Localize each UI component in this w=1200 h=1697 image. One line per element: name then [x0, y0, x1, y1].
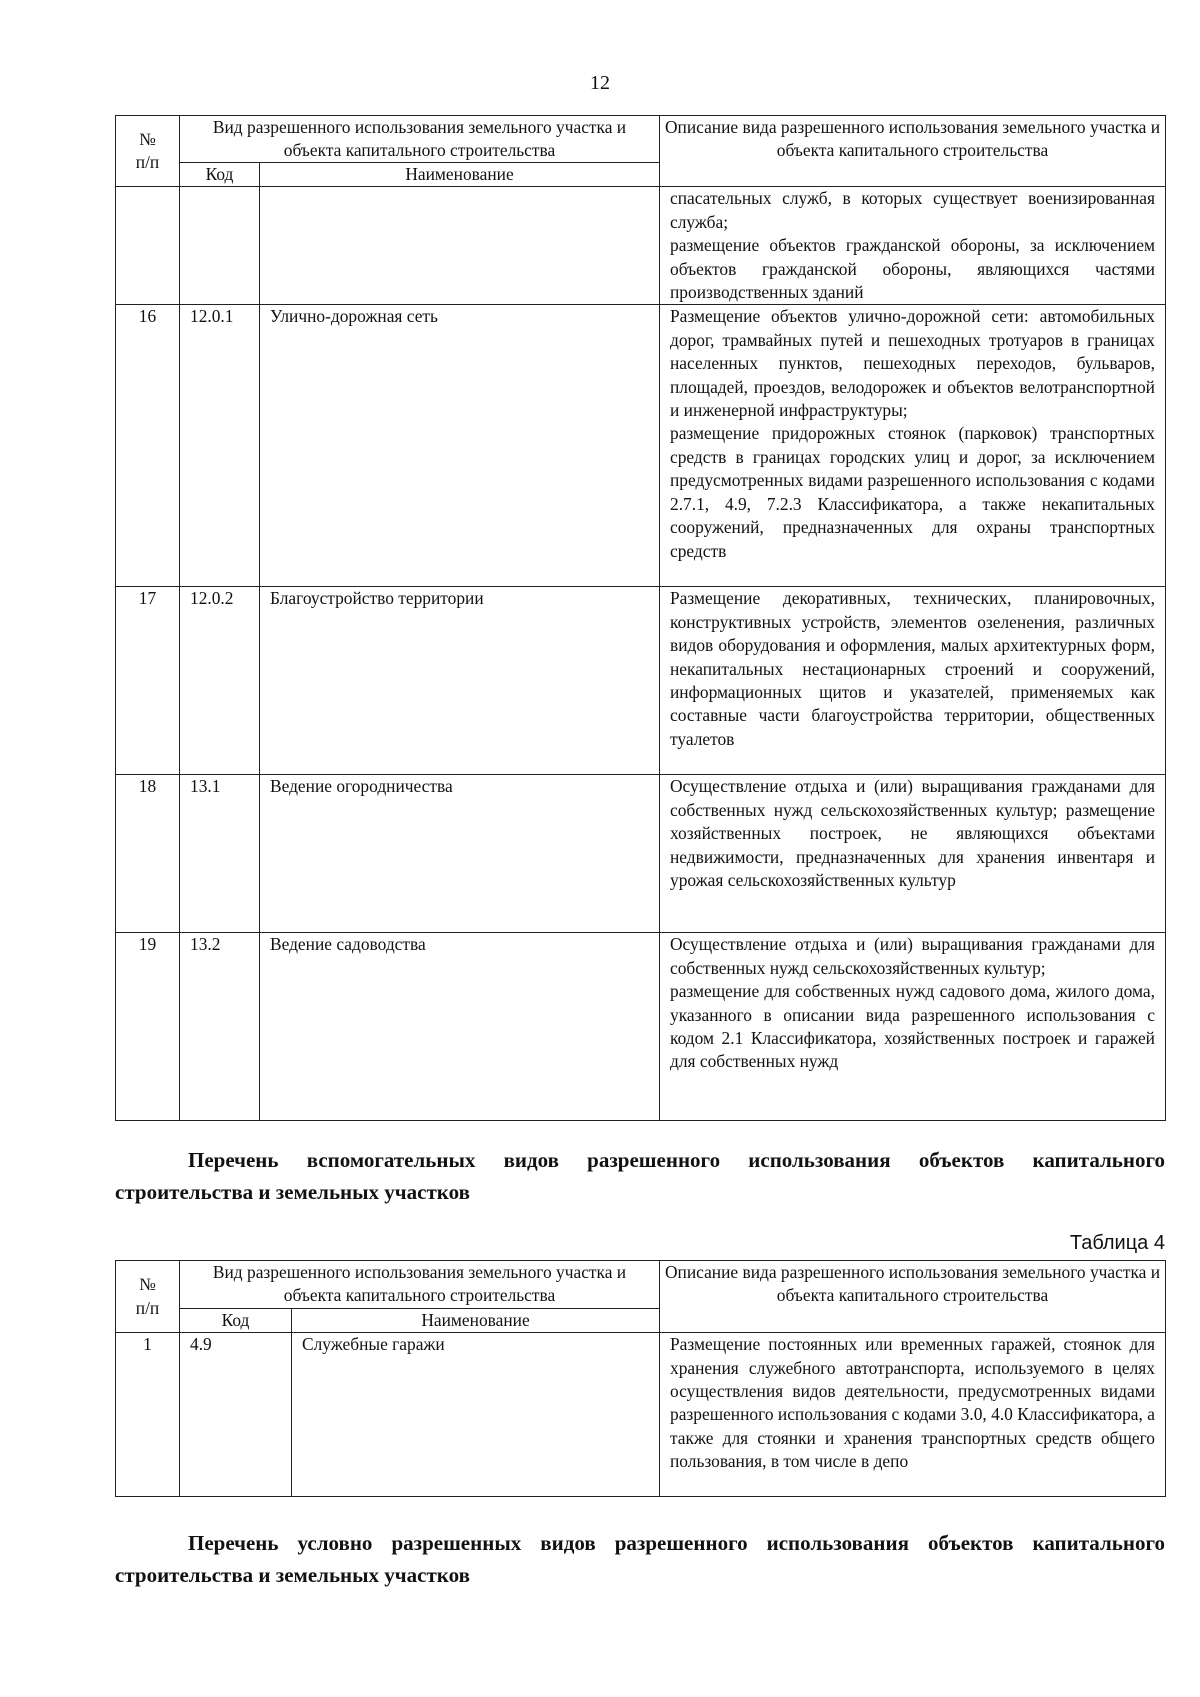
- description-paragraph: Осуществление отдыха и (или) выращивания гражданами для собственных нужд сельскохозяйственных культур; размещение хозяйственных построек, не являющихся объектами недвижимости, предназначенных для хранения инвентаря и урожая сельскохозяйственных культур: [670, 776, 1155, 891]
- row-code: [180, 187, 260, 305]
- page-number: 12: [590, 72, 610, 94]
- description-paragraph: размещение придорожных стоянок (парковок) транспортных средств в границах городских улиц и дорог, за исключением предусмотренных видами разрешенного использования с кодами 2.7.1, 4.9, 7.2.3 Классификатора, а также некапитальных сооружений, предназначенных для охраны транспортных средств: [670, 423, 1155, 561]
- row-name: Благоустройство территории: [260, 587, 660, 775]
- header-num: № п/п: [116, 1261, 180, 1333]
- header-desc: Описание вида разрешенного использования земельного участка и объекта капитального строительства: [660, 116, 1166, 187]
- row-description: [660, 587, 1166, 775]
- table-header-row: [116, 116, 1166, 163]
- row-name: Ведение садоводства: [260, 933, 660, 1121]
- table-row: [116, 187, 1166, 305]
- row-num: 1: [116, 1333, 180, 1497]
- row-num: [116, 187, 180, 305]
- description-paragraph: спасательных служб, в которых существует военизированная служба;: [670, 188, 1155, 232]
- header-vid-group: Вид разрешенного использования земельного участка и объекта капитального строительства: [180, 116, 660, 163]
- row-code: 12.0.1: [180, 305, 260, 587]
- row-code: 13.1: [180, 775, 260, 933]
- row-num: 19: [116, 933, 180, 1121]
- row-description: [660, 1333, 1166, 1497]
- row-name: Ведение огородничества: [260, 775, 660, 933]
- description-paragraph: Размещение объектов улично-дорожной сети: автомобильных дорог, трамвайных путей и пешеходных тротуаров в границах населенных пунктов, пешеходных переходов, бульваров, площадей, проездов, велодорожек и объектов велотранспортной и инженерной инфраструктуры;: [670, 306, 1155, 421]
- header-code: Код: [180, 1308, 292, 1332]
- auxiliary-use-table: [115, 1260, 1166, 1497]
- header-name: Наименование: [260, 163, 660, 187]
- row-name: [260, 187, 660, 305]
- row-code: 13.2: [180, 933, 260, 1121]
- table-row: [116, 587, 1166, 775]
- header-code: Код: [180, 163, 260, 187]
- row-num: 17: [116, 587, 180, 775]
- row-num: 18: [116, 775, 180, 933]
- table-row: [116, 933, 1166, 1121]
- row-description: [660, 187, 1166, 305]
- description-paragraph: Размещение постоянных или временных гаражей, стоянок для хранения служебного автотранспорта, используемого в целях осуществления видов деятельности, предусмотренных видами разрешенного использования с кодами 3.0, 4.0 Классификатора, а также для стоянки и хранения транспортных средств общего пользования, в том числе в депо: [670, 1334, 1155, 1472]
- table-caption: Таблица 4: [1069, 1232, 1165, 1254]
- header-num: № п/п: [116, 116, 180, 187]
- table-row: [116, 775, 1166, 933]
- row-code: 4.9: [180, 1333, 292, 1497]
- row-description: [660, 933, 1166, 1121]
- row-description: [660, 305, 1166, 587]
- row-description: [660, 775, 1166, 933]
- description-paragraph: размещение объектов гражданской обороны, за исключением объектов гражданской обороны, являющихся частями производственных зданий: [670, 235, 1155, 303]
- table-row: [116, 305, 1166, 587]
- description-paragraph: Осуществление отдыха и (или) выращивания гражданами для собственных нужд сельскохозяйственных культур;: [670, 934, 1155, 978]
- table-row: [116, 1333, 1166, 1497]
- header-desc: Описание вида разрешенного использования земельного участка и объекта капитального строительства: [660, 1261, 1166, 1333]
- main-use-table-continued: [115, 115, 1166, 1121]
- row-name: Служебные гаражи: [292, 1333, 660, 1497]
- header-name: Наименование: [292, 1308, 660, 1332]
- heading-conditional-uses: Перечень условно разрешенных видов разрешенного использования объектов капитального строительства и земельных участков: [115, 1531, 1165, 1587]
- row-num: 16: [116, 305, 180, 587]
- heading-auxiliary-uses: Перечень вспомогательных видов разрешенного использования объектов капитального строительства и земельных участков: [115, 1148, 1165, 1204]
- description-paragraph: Размещение декоративных, технических, планировочных, конструктивных устройств, элементов озеленения, различных видов оборудования и оформления, малых архитектурных форм, некапитальных нестационарных строений и сооружений, информационных щитов и указателей, применяемых как составные части благоустройства территории, общественных туалетов: [670, 588, 1155, 749]
- row-name: Улично-дорожная сеть: [260, 305, 660, 587]
- row-code: 12.0.2: [180, 587, 260, 775]
- table-header-row: [116, 1261, 1166, 1309]
- description-paragraph: размещение для собственных нужд садового дома, жилого дома, указанного в описании вида разрешенного использования с кодом 2.1 Классификатора, хозяйственных построек и гаражей для собственных нужд: [670, 981, 1155, 1072]
- header-vid-group: Вид разрешенного использования земельного участка и объекта капитального строительства: [180, 1261, 660, 1309]
